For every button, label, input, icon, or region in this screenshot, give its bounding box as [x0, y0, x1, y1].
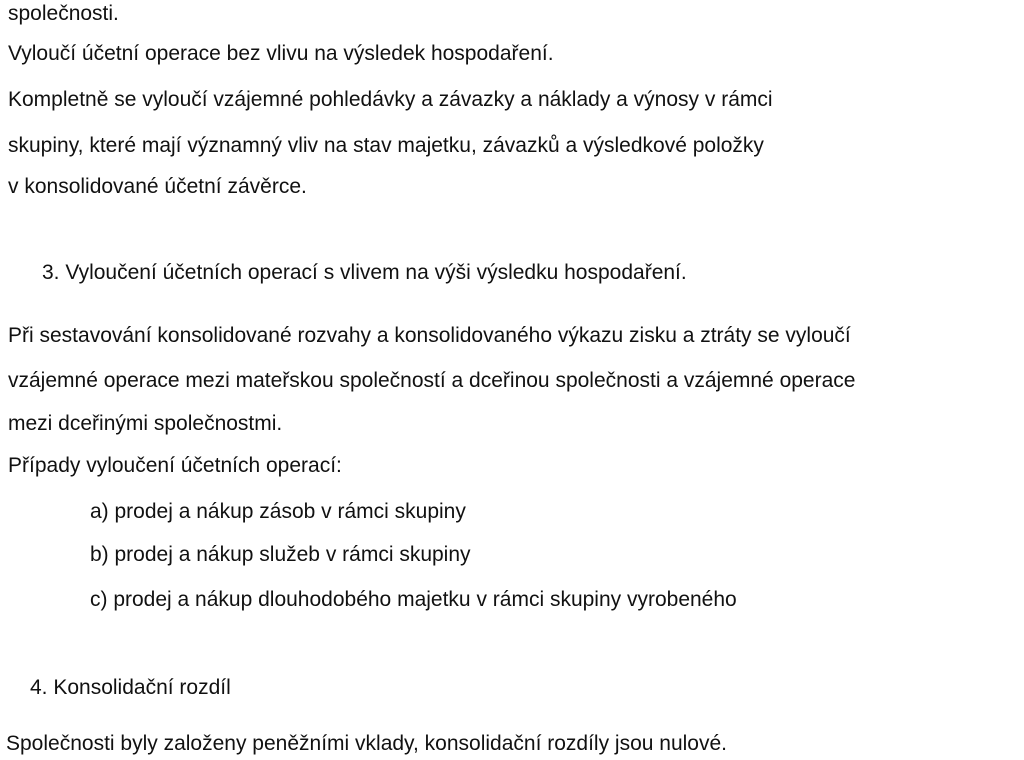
text-line: Případy vyloučení účetních operací:: [8, 454, 342, 477]
text-line: skupiny, které mají významný vliv na stav majetku, závazků a výsledkové položky: [8, 134, 764, 157]
section-heading: 4. Konsolidační rozdíl: [30, 676, 231, 699]
list-item: b) prodej a nákup služeb v rámci skupiny: [90, 543, 471, 566]
text-line: Vyloučí účetní operace bez vlivu na výsledek hospodaření.: [8, 42, 554, 65]
text-line: Kompletně se vyloučí vzájemné pohledávky a závazky a náklady a výnosy v rámci: [8, 88, 773, 111]
text-line: společnosti.: [8, 2, 119, 25]
text-line: Společnosti byly založeny peněžními vklady, konsolidační rozdíly jsou nulové.: [6, 732, 727, 755]
text-line: mezi dceřinými společnostmi.: [8, 412, 283, 435]
section-heading: 3. Vyloučení účetních operací s vlivem na výši výsledku hospodaření.: [42, 261, 687, 284]
text-line: vzájemné operace mezi mateřskou společností a dceřinou společnosti a vzájemné operace: [8, 369, 856, 392]
list-item: a) prodej a nákup zásob v rámci skupiny: [90, 500, 466, 523]
text-line: Při sestavování konsolidované rozvahy a konsolidovaného výkazu zisku a ztráty se vyloučí: [8, 324, 851, 347]
list-item: c) prodej a nákup dlouhodobého majetku v rámci skupiny vyrobeného: [90, 588, 737, 611]
text-line: v konsolidované účetní závěrce.: [8, 175, 307, 198]
